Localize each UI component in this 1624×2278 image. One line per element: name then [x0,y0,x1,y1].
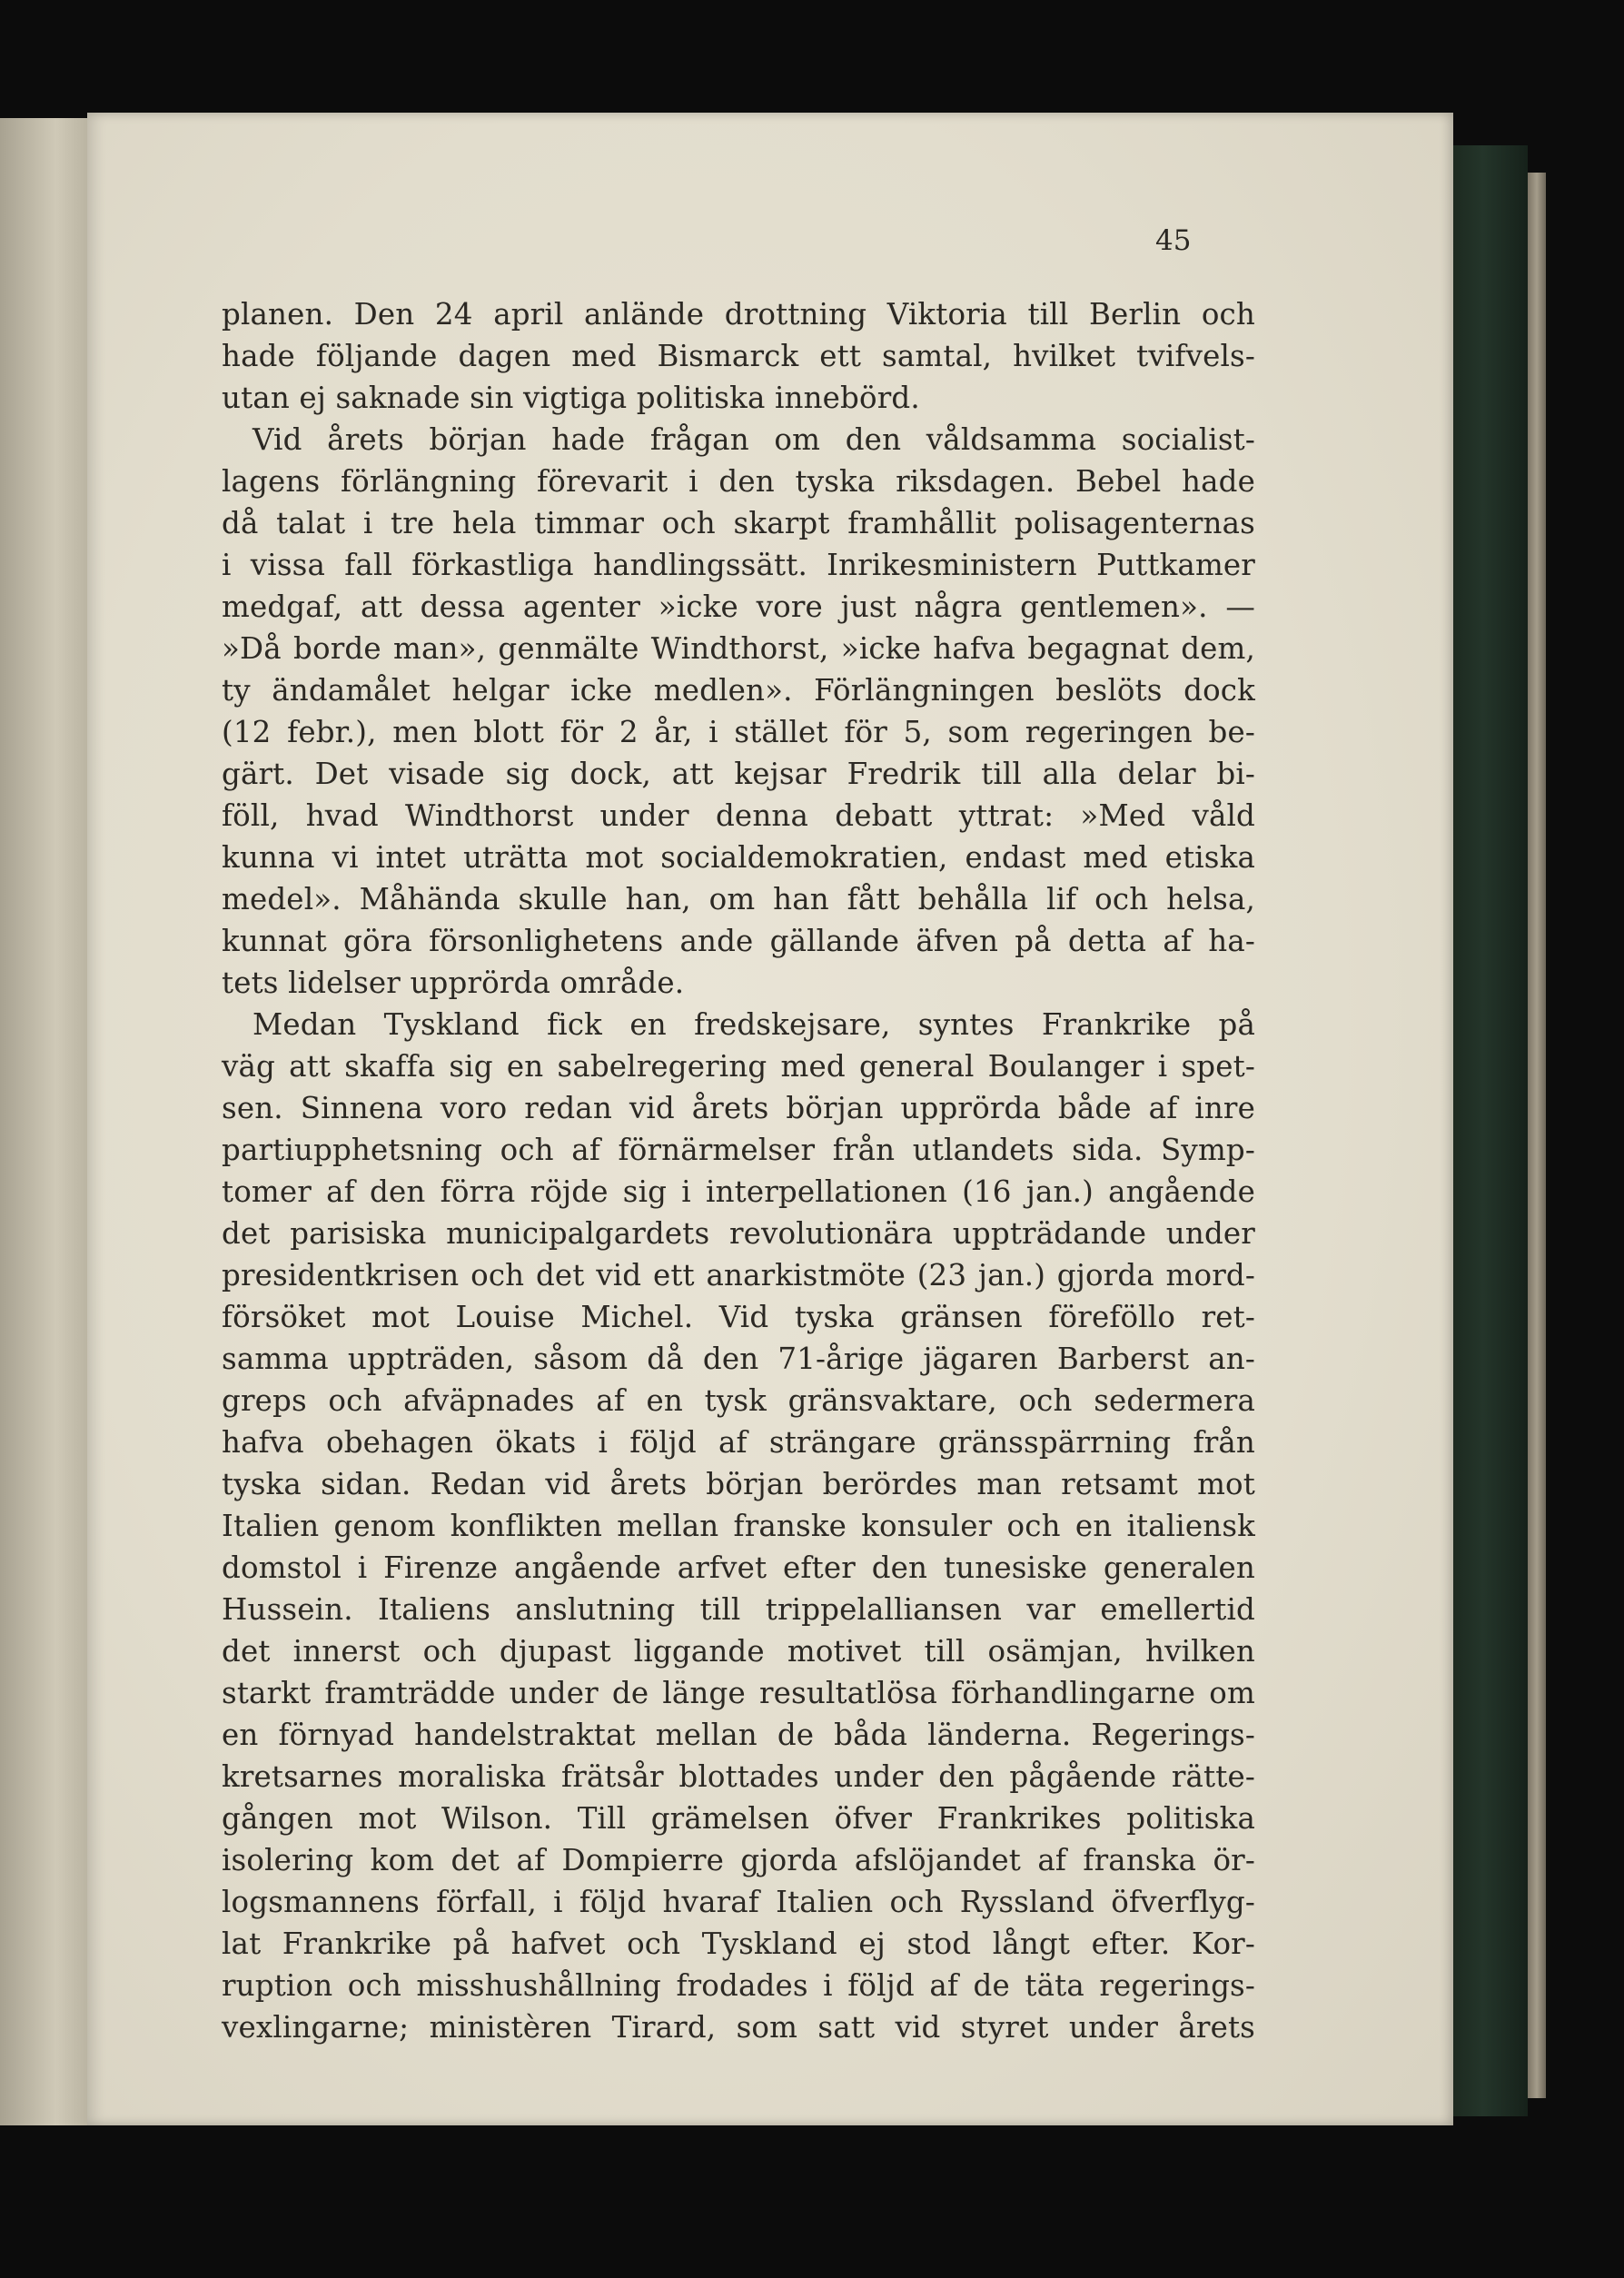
text-line: tets lidelser upprörda område. [222,966,685,1000]
text-line: ruption och misshushållning frodades i följd af de täta regerings- [222,1968,1255,2003]
text-line: ty ändamålet helgar icke medlen». Förlängningen beslöts dock [222,673,1255,708]
text-line: kunna vi intet uträtta mot socialdemokratien, endast med etiska [222,840,1255,875]
text-line: Hussein. Italiens anslutning till trippelalliansen var emellertid [222,1592,1255,1627]
text-line: greps och afväpnades af en tysk gränsvaktare, och sedermera [222,1383,1255,1418]
text-line: Italien genom konflikten mellan franske konsuler och en italiensk [222,1509,1255,1543]
text-line: sen. Sinnena voro redan vid årets början upprörda både af inre [222,1091,1255,1125]
text-line: i vissa fall förkastliga handlingssätt. Inrikesministern Puttkamer [222,548,1255,582]
text-line: partiupphetsning och af förnärmelser från utlandets sida. Symp- [222,1133,1255,1167]
text-line: det innerst och djupast liggande motivet till osämjan, hvilken [222,1634,1255,1669]
text-line: gången mot Wilson. Till grämelsen öfver Frankrikes politiska [222,1801,1255,1836]
text-line: försöket mot Louise Michel. Vid tyska gränsen föreföllo ret- [222,1300,1255,1334]
text-line: lagens förlängning förevarit i den tyska riksdagen. Bebel hade [222,464,1255,499]
text-line: Medan Tyskland fick en fredskejsare, syntes Frankrike på [253,1007,1255,1042]
text-line: kunnat göra försonlighetens ande gällande äfven på detta af ha- [222,924,1255,958]
binding-edge [1528,173,1546,2098]
text-line: väg att skaffa sig en sabelregering med general Boulanger i spet- [222,1049,1255,1084]
text-line: föll, hvad Windthorst under denna debatt yttrat: »Med våld [222,798,1255,833]
text-line: (12 febr.), men blott för 2 år, i stället för 5, som regeringen be- [222,715,1255,749]
book-binding [1453,145,1528,2116]
text-line: logsmannens förfall, i följd hvaraf Italien och Ryssland öfverflyg- [222,1885,1255,1919]
text-line: en förnyad handelstraktat mellan de båda länderna. Regerings- [222,1718,1255,1752]
text-line: samma uppträden, såsom då den 71-årige jägaren Barberst an- [222,1342,1255,1376]
text-line: medel». Måhända skulle han, om han fått behålla lif och helsa, [222,882,1255,916]
text-line: utan ej saknade sin vigtiga politiska innebörd. [222,381,920,415]
text-line: planen. Den 24 april anlände drottning Viktoria till Berlin och [222,297,1255,332]
page-number: 45 [1155,224,1192,257]
body-text [222,293,1255,2048]
text-line: lat Frankrike på hafvet och Tyskland ej stod långt efter. Kor- [222,1926,1255,1961]
text-line: då talat i tre hela timmar och skarpt framhållit polisagenternas [222,506,1255,540]
text-line: vexlingarne; ministèren Tirard, som satt vid styret under årets [222,2010,1255,2045]
text-line: domstol i Firenze angående arfvet efter den tunesiske generalen [222,1550,1255,1585]
text-line: gärt. Det visade sig dock, att kejsar Fredrik till alla delar bi- [222,757,1255,791]
text-line: hafva obehagen ökats i följd af strängare gränsspärrning från [222,1425,1255,1460]
text-line: presidentkrisen och det vid ett anarkistmöte (23 jan.) gjorda mord- [222,1258,1255,1293]
text-line: medgaf, att dessa agenter »icke vore just några gentlemen». — [222,589,1255,624]
text-line: tyska sidan. Redan vid årets början berördes man retsamt mot [222,1467,1255,1501]
text-line: hade följande dagen med Bismarck ett samtal, hvilket tvifvels- [222,339,1255,373]
text-line: kretsarnes moraliska frätsår blottades under den pågående rätte- [222,1759,1255,1794]
text-line: starkt framträdde under de länge resultatlösa förhandlingarne om [222,1676,1255,1710]
text-line: »Då borde man», genmälte Windthorst, »icke hafva begagnat dem, [222,631,1255,666]
text-line: isolering kom det af Dompierre gjorda afslöjandet af franska ör- [222,1843,1255,1877]
text-line: Vid årets början hade frågan om den våldsamma socialist- [253,422,1255,457]
text-line: tomer af den förra röjde sig i interpellationen (16 jan.) angående [222,1174,1255,1209]
text-line: det parisiska municipalgardets revolutionära uppträdande under [222,1216,1255,1251]
